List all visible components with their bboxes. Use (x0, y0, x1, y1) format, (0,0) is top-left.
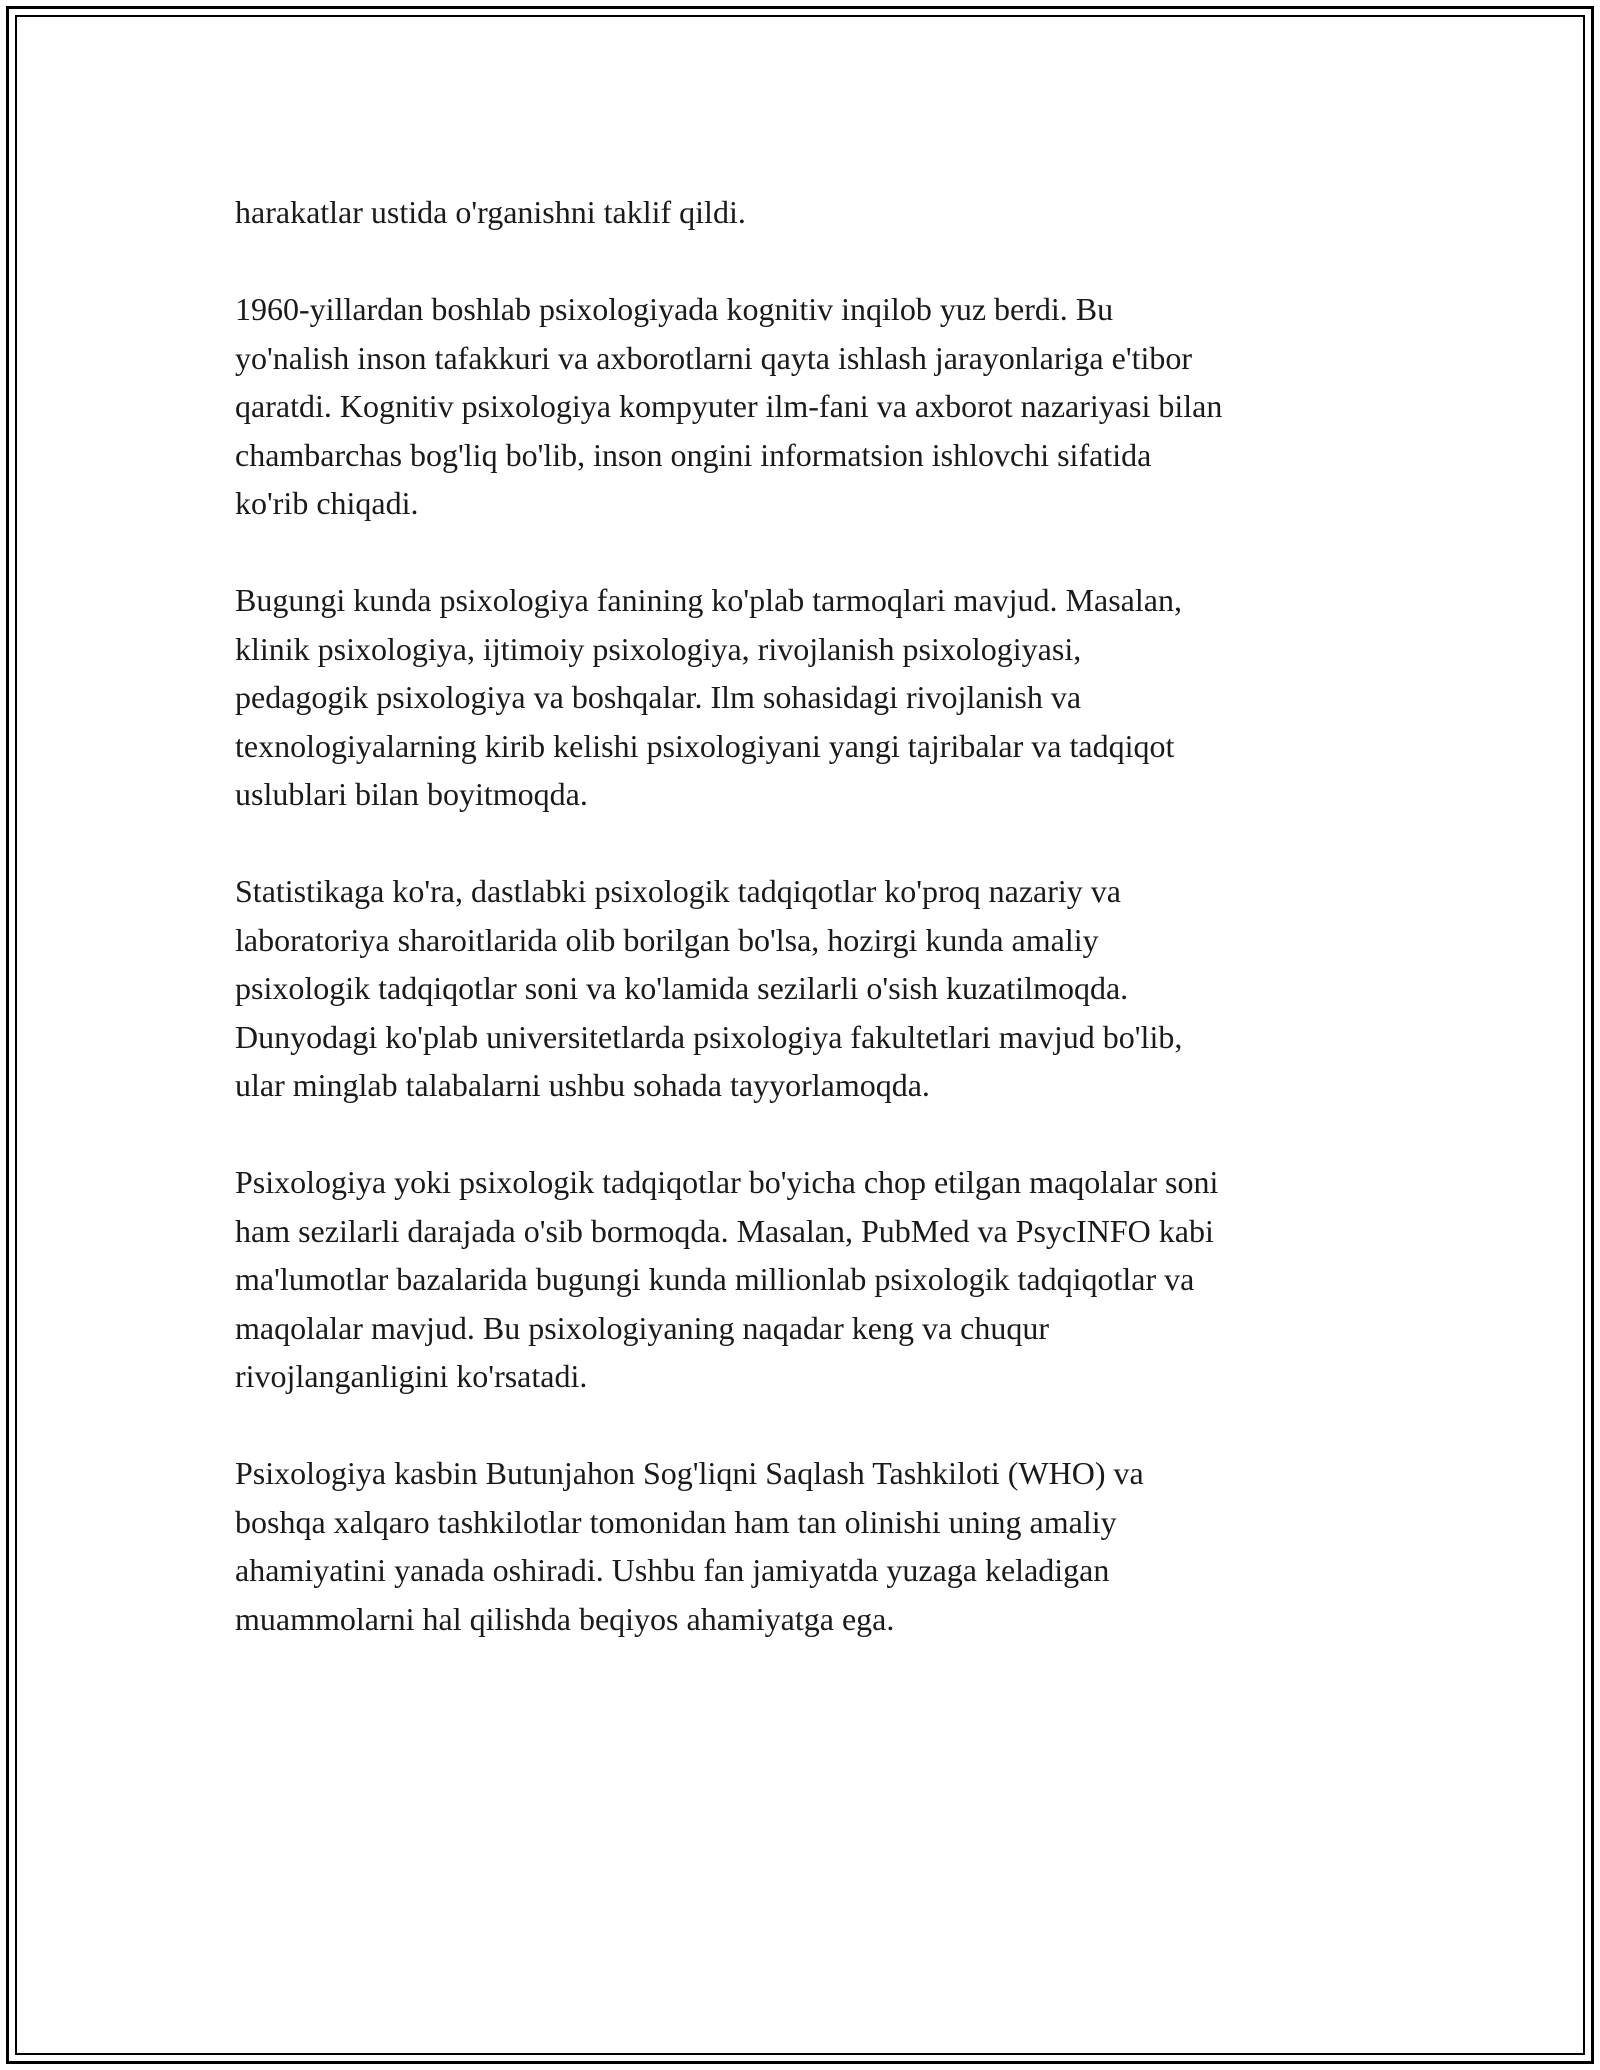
text-line: Dunyodagi ko'plab universitetlarda psixologiya fakultetlari mavjud bo'lib, (235, 1018, 1183, 1055)
paragraph-2 (235, 285, 1385, 528)
text-line: psixologik tadqiqotlar soni va ko'lamida sezilarli o'sish kuzatilmoqda. (235, 970, 1129, 1006)
text-line: texnologiyalarning kirib kelishi psixologiyani yangi tajribalar va tadqiqot (235, 727, 1175, 764)
text-line: Bugungi kunda psixologiya fanining ko'plab tarmoqlari mavjud. Masalan, (235, 582, 1182, 618)
text-line: maqolalar mavjud. Bu psixologiyaning naqadar keng va chuqur (235, 1309, 1050, 1346)
text-line: boshqa xalqaro tashkilotlar tomonidan ham tan olinishi uning amaliy (235, 1503, 1117, 1540)
text-line: chambarchas bog'liq bo'lib, inson ongini informatsion ishlovchi sifatida (235, 436, 1152, 473)
text-line: ahamiyatini yanada oshiradi. Ushbu fan jamiyatda yuzaga keladigan (235, 1552, 1110, 1588)
text-line: Statistikaga ko'ra, dastlabki psixologik tadqiqotlar ko'proq nazariy va (235, 873, 1121, 909)
text-line: rivojlanganligini ko'rsatadi. (235, 1358, 588, 1394)
text-line: ham sezilarli darajada o'sib bormoqda. Masalan, PubMed va PsycINFO kabi (235, 1212, 1214, 1249)
paragraph-6 (235, 1449, 1385, 1643)
paragraph-1 (235, 188, 1385, 237)
text-line: yo'nalish inson tafakkuri va axborotlarni qayta ishlash jarayonlariga e'tibor (235, 339, 1193, 376)
text-line: ko'rib chiqadi. (235, 485, 419, 521)
document-body (235, 188, 1385, 1692)
text-line: muammolarni hal qilishda beqiyos ahamiyatga ega. (235, 1600, 895, 1637)
text-line: pedagogik psixologiya va boshqalar. Ilm sohasidagi rivojlanish va (235, 679, 1082, 715)
text-line: ma'lumotlar bazalarida bugungi kunda millionlab psixologik tadqiqotlar va (235, 1261, 1195, 1297)
paragraph-3 (235, 576, 1385, 819)
paragraph-4 (235, 867, 1385, 1110)
text-line: 1960-yillardan boshlab psixologiyada kognitiv inqilob yuz berdi. Bu (235, 291, 1114, 327)
text-line: laboratoriya sharoitlarida olib borilgan bo'lsa, hozirgi kunda amaliy (235, 921, 1099, 958)
text-line: ular minglab talabalarni ushbu sohada tayyorlamoqda. (235, 1067, 930, 1103)
text-line: qaratdi. Kognitiv psixologiya kompyuter ilm-fani va axborot nazariyasi bilan (235, 388, 1223, 424)
paragraph-5 (235, 1158, 1385, 1401)
text-line: uslublari bilan boyitmoqda. (235, 776, 588, 812)
text-line: harakatlar ustida o'rganishni taklif qildi. (235, 194, 746, 230)
text-line: Psixologiya yoki psixologik tadqiqotlar bo'yicha chop etilgan maqolalar soni (235, 1164, 1219, 1200)
text-line: Psixologiya kasbin Butunjahon Sog'liqni Saqlash Tashkiloti (WHO) va (235, 1455, 1144, 1491)
text-line: klinik psixologiya, ijtimoiy psixologiya, rivojlanish psixologiyasi, (235, 630, 1082, 667)
